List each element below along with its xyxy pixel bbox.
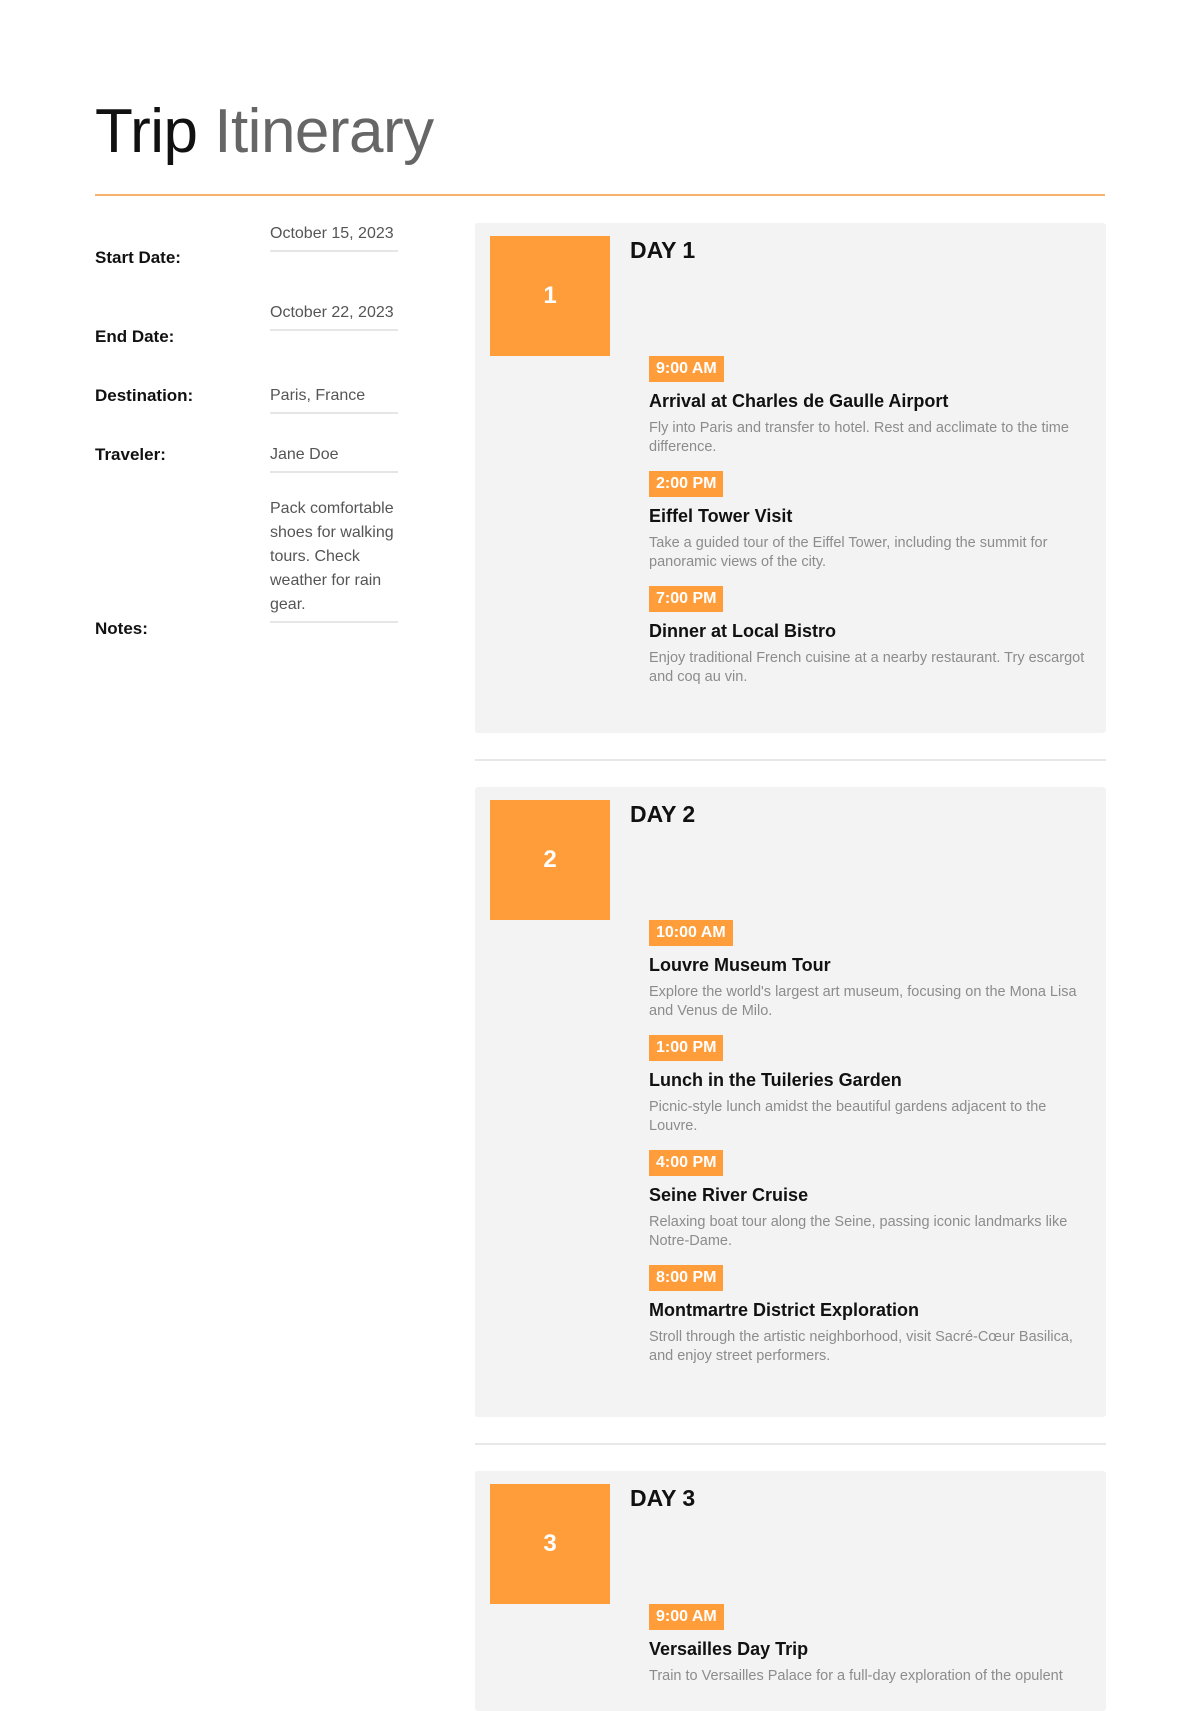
end-date-value: October 22, 2023 (270, 301, 398, 331)
traveler-value: Jane Doe (270, 443, 398, 473)
destination-label: Destination: (95, 386, 194, 405)
activity-list (649, 1604, 1089, 1700)
start-date-label: Start Date: (95, 248, 181, 267)
activity-item (649, 586, 1089, 687)
day-separator (475, 759, 1106, 761)
activity-time: 10:00 AM (649, 920, 733, 946)
activity-description: Relaxing boat tour along the Seine, passing iconic landmarks like Notre-Dame. (649, 1214, 1068, 1249)
activity-time: 8:00 PM (649, 1265, 723, 1291)
activity-description: Stroll through the artistic neighborhood, visit Sacré-Cœur Basilica, and enjoy street performers. (649, 1329, 1073, 1364)
activity-description: Explore the world's largest art museum, focusing on the Mona Lisa and Venus de Milo. (649, 984, 1077, 1019)
activity-item (649, 1035, 1089, 1136)
title-word-itinerary: Itinerary (214, 97, 434, 166)
activity-list (649, 920, 1089, 1380)
day-card (475, 787, 1106, 1417)
activity-time: 4:00 PM (649, 1150, 723, 1176)
activity-item (649, 356, 1089, 457)
activity-description: Train to Versailles Palace for a full-day exploration of the opulent (649, 1668, 1063, 1684)
activity-title: Eiffel Tower Visit (649, 506, 793, 526)
activity-item (649, 1150, 1089, 1251)
activity-item (649, 920, 1089, 1021)
day-title: DAY 2 (630, 801, 696, 827)
activity-title: Seine River Cruise (649, 1185, 809, 1205)
day-separator (475, 1443, 1106, 1445)
activity-title: Montmartre District Exploration (649, 1300, 920, 1320)
activity-title: Lunch in the Tuileries Garden (649, 1070, 902, 1090)
day-title: DAY 3 (630, 1485, 696, 1511)
notes-value: Pack comfortable shoes for walking tours. Check weather for rain gear. (270, 497, 398, 623)
activity-description: Take a guided tour of the Eiffel Tower, including the summit for panoramic views of the city. (649, 535, 1048, 570)
activity-description: Picnic-style lunch amidst the beautiful gardens adjacent to the Louvre. (649, 1099, 1047, 1134)
day-number-badge: 1 (490, 236, 610, 356)
activity-item (649, 1265, 1089, 1366)
activity-title: Versailles Day Trip (649, 1639, 809, 1659)
traveler-label: Traveler: (95, 445, 166, 464)
title-word-trip: Trip (95, 97, 198, 166)
start-date-value: October 15, 2023 (270, 222, 398, 252)
page-title (95, 98, 434, 166)
activity-list (649, 356, 1089, 701)
itinerary-page (95, 0, 1105, 1697)
destination-value: Paris, France (270, 384, 398, 414)
activity-item (649, 471, 1089, 572)
end-date-label: End Date: (95, 327, 175, 346)
day-number-badge: 3 (490, 1484, 610, 1604)
activity-time: 7:00 PM (649, 586, 723, 612)
activity-title: Louvre Museum Tour (649, 955, 831, 975)
activity-time: 2:00 PM (649, 471, 723, 497)
activity-title: Arrival at Charles de Gaulle Airport (649, 391, 949, 411)
day-card (475, 1471, 1106, 1711)
activity-time: 1:00 PM (649, 1035, 723, 1061)
notes-label: Notes: (95, 619, 148, 638)
activity-title: Dinner at Local Bistro (649, 621, 837, 641)
day-card (475, 223, 1106, 733)
day-title: DAY 1 (630, 237, 696, 263)
activity-description: Fly into Paris and transfer to hotel. Rest and acclimate to the time difference. (649, 420, 1069, 455)
activity-item (649, 1604, 1089, 1686)
title-divider (95, 194, 1105, 196)
activity-time: 9:00 AM (649, 1604, 724, 1630)
activity-description: Enjoy traditional French cuisine at a nearby restaurant. Try escargot and coq au vin. (649, 650, 1085, 685)
activity-time: 9:00 AM (649, 356, 724, 382)
day-number-badge: 2 (490, 800, 610, 920)
